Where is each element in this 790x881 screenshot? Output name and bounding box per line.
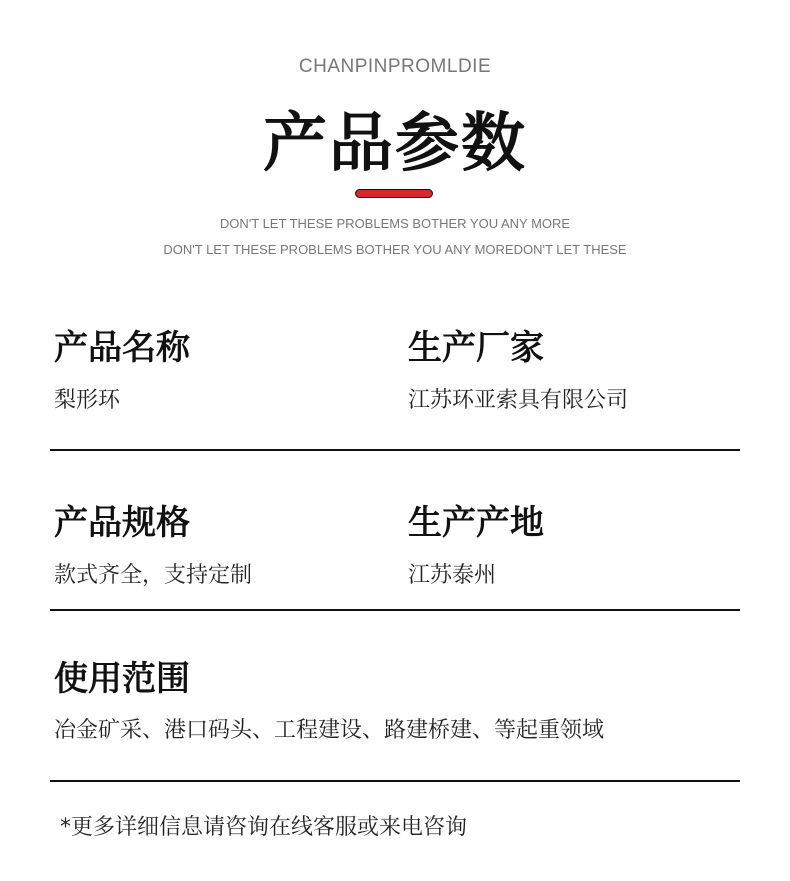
product-name-value: 梨形环	[54, 388, 121, 413]
usage-label: 使用范围	[54, 659, 190, 699]
manufacturer-label: 生产厂家	[408, 328, 544, 368]
eyebrow-text: CHANPINPROMLDIE	[298, 56, 492, 77]
divider-2	[50, 609, 740, 611]
origin-value: 江苏泰州	[408, 563, 497, 588]
product-name-label: 产品名称	[54, 328, 190, 368]
title-accent-bar	[355, 189, 433, 198]
footnote-text: *更多详细信息请咨询在线客服或来电咨询	[60, 815, 468, 840]
spec-label: 产品规格	[54, 503, 190, 543]
subtitle-line-1: DON'T LET THESE PROBLEMS BOTHER YOU ANY MORE	[219, 216, 571, 231]
origin-label: 生产产地	[408, 503, 544, 543]
divider-1	[50, 449, 740, 451]
subtitle-line-2: DON'T LET THESE PROBLEMS BOTHER YOU ANY MOREDON'T LET THESE	[163, 242, 627, 257]
spec-value: 款式齐全，支持定制	[54, 563, 253, 588]
page-title: 产品参数	[263, 107, 527, 181]
divider-3	[50, 780, 740, 782]
usage-value: 冶金矿采、港口码头、工程建设、路建桥建、等起重领域	[54, 718, 605, 743]
manufacturer-value: 江苏环亚索具有限公司	[408, 388, 629, 413]
